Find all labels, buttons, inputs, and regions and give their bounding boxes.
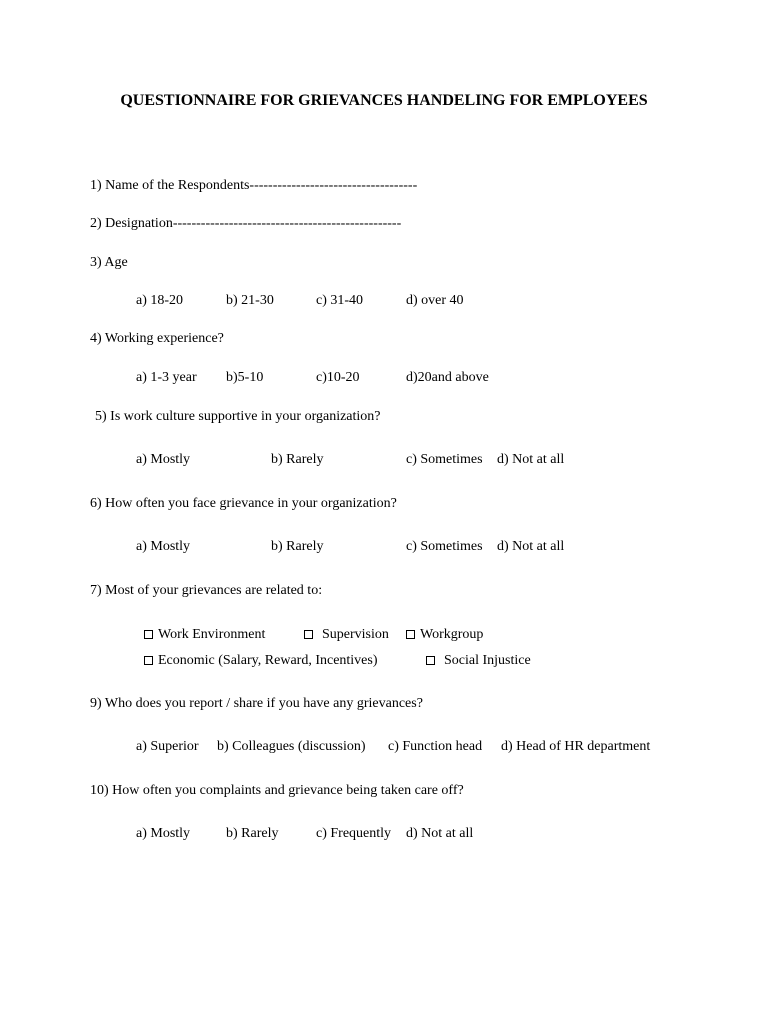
q10-option-a[interactable]: a) Mostly xyxy=(136,826,191,841)
question-3: 3) Age xyxy=(90,255,128,270)
question-6: 6) How often you face grievance in your organization? xyxy=(90,496,397,511)
q6-option-d[interactable]: d) Not at all xyxy=(497,539,565,554)
checkbox-label: Supervision xyxy=(322,627,389,642)
question-2: 2) Designation------------------------------------------------- xyxy=(90,216,402,231)
checkbox-label: Social Injustice xyxy=(444,653,531,668)
q3-option-d[interactable]: d) over 40 xyxy=(406,293,464,308)
checkbox-icon[interactable] xyxy=(144,656,153,665)
q6-option-c[interactable]: c) Sometimes xyxy=(406,539,483,554)
q10-option-d[interactable]: d) Not at all xyxy=(406,826,474,841)
q9-option-b[interactable]: b) Colleagues (discussion) xyxy=(217,739,366,754)
checkbox-workgroup[interactable] xyxy=(406,627,483,643)
checkbox-social-injustice[interactable] xyxy=(426,653,531,669)
q3-option-b[interactable]: b) 21-30 xyxy=(226,293,274,308)
q6-option-a[interactable]: a) Mostly xyxy=(136,539,191,554)
q5-option-b[interactable]: b) Rarely xyxy=(271,452,324,467)
q9-option-a[interactable]: a) Superior xyxy=(136,739,199,754)
q9-option-d[interactable]: d) Head of HR department xyxy=(501,739,651,754)
checkbox-label: Work Environment xyxy=(158,627,266,642)
q5-option-c[interactable]: c) Sometimes xyxy=(406,452,483,467)
question-9: 9) Who does you report / share if you have any grievances? xyxy=(90,696,423,711)
q4-option-a[interactable]: a) 1-3 year xyxy=(136,370,197,385)
question-5: 5) Is work culture supportive in your organization? xyxy=(95,409,381,424)
checkbox-economic[interactable] xyxy=(144,653,378,669)
q3-option-a[interactable]: a) 18-20 xyxy=(136,293,184,308)
question-10: 10) How often you complaints and grievance being taken care off? xyxy=(90,783,464,798)
question-4: 4) Working experience? xyxy=(90,331,224,346)
q4-option-d[interactable]: d)20and above xyxy=(406,370,489,385)
q10-option-b[interactable]: b) Rarely xyxy=(226,826,279,841)
q10-option-c[interactable]: c) Frequently xyxy=(316,826,392,841)
checkbox-icon[interactable] xyxy=(304,630,313,639)
q5-option-d[interactable]: d) Not at all xyxy=(497,452,565,467)
q6-option-b[interactable]: b) Rarely xyxy=(271,539,324,554)
checkbox-supervision[interactable] xyxy=(304,627,389,643)
checkbox-icon[interactable] xyxy=(406,630,415,639)
q9-option-c[interactable]: c) Function head xyxy=(388,739,483,754)
q3-option-c[interactable]: c) 31-40 xyxy=(316,293,364,308)
checkbox-label: Workgroup xyxy=(420,627,484,642)
checkbox-icon[interactable] xyxy=(426,656,435,665)
checkbox-icon[interactable] xyxy=(144,630,153,639)
question-1: 1) Name of the Respondents------------------------------------ xyxy=(90,178,418,193)
q4-option-b[interactable]: b)5-10 xyxy=(226,370,264,385)
q4-option-c[interactable]: c)10-20 xyxy=(316,370,360,385)
q5-option-a[interactable]: a) Mostly xyxy=(136,452,191,467)
checkbox-label: Economic (Salary, Reward, Incentives) xyxy=(158,653,378,668)
page-title: QUESTIONNAIRE FOR GRIEVANCES HANDELING FOR EMPLOYEES xyxy=(120,92,648,109)
checkbox-work-environment[interactable] xyxy=(144,627,265,643)
question-7: 7) Most of your grievances are related to: xyxy=(90,583,323,598)
